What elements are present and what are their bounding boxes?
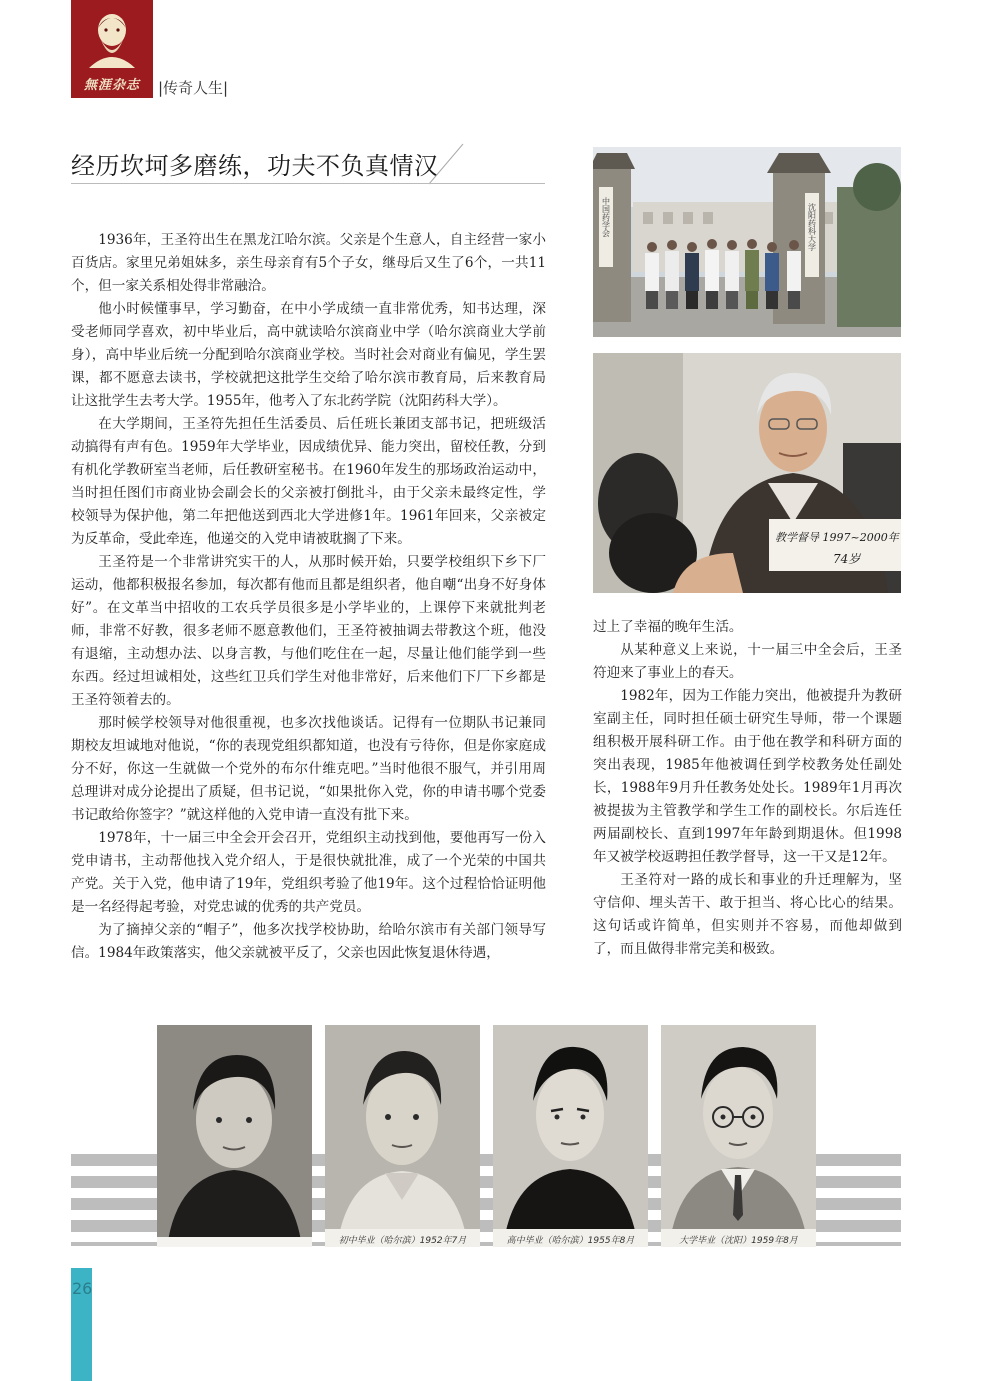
portrait-note-line1: 教学督导 1997~2000年 — [775, 531, 899, 544]
column-name: |传奇人生| — [158, 79, 229, 97]
paragraph: 那时候学校领导对他很重视，也多次找他谈话。记得有一位期队书记兼同期校友坦诚地对他说，“你的表现党组织都知道，也没有亏待你，但是你家庭成分不好，你这一生就做一个党外的布尔什维克吧。”当时他很不服气，并引用周总理讲对成分论提出了质疑，但书记说，“如果批你入党，你的申请书哪个党委书记敢给你签字？”就这样他的入党申请一直没有批下来。 — [71, 715, 546, 823]
magazine-logo — [71, 0, 153, 98]
paragraph: 1936年，王圣符出生在黑龙江哈尔滨。父亲是个生意人，自主经营一家小百货店。家里兄弟姐妹多，亲生母亲育有5个子女，继母后又生了6个，一共11个，但一家关系相处得非常融洽。 — [71, 232, 546, 294]
paragraph: 1978年，十一届三中全会开会召开，党组织主动找到他，要他再写一份入党申请书，主动帮他找入党介绍人，于是很快就批准，成了一个光荣的中国共产党。关于入党，他申请了19年，党组织考验了他19年。这个过程恰恰证明他是一名经得起考验，对党忠诚的优秀的共产党员。 — [71, 830, 546, 915]
portrait-child — [157, 1025, 312, 1247]
portrait-university — [661, 1025, 816, 1247]
portrait-caption: 大学毕业（沈阳）1959年8月 — [679, 1236, 798, 1246]
paragraph: 他小时候懂事早，学习勤奋，在中小学成绩一直非常优秀，知书达理，深受老师同学喜欢，初中毕业后，高中就读哈尔滨商业中学（哈尔滨商业大学前身），高中毕业后统一分配到哈尔滨商业学校。当时社会对商业有偏见，学生罢课，都不愿意去读书，学校就把这批学生交给了哈尔滨市教育局，后来教育局让这批学生去考大学。1955年，他考入了东北药学院（沈阳药科大学）。 — [71, 301, 546, 409]
page-number: 26 — [72, 1279, 93, 1298]
logo-text: 無涯杂志 — [83, 78, 140, 93]
scholar-portrait-icon — [85, 6, 139, 68]
gate-right-sign: 沈阳药科大学 — [807, 203, 817, 251]
gate-group-photo — [593, 147, 901, 337]
portrait-senior-high — [493, 1025, 648, 1247]
paragraph: 1982年，因为工作能力突出，他被提升为教研室副主任，同时担任硕士研究生导师，带一个课题组积极开展科研工作。由于他在教学和科研方面的突出表现，1985年他被调任到学校教务处任副处长，1988年9月升任教务处处长。1989年1月再次被提拔为主管教学和学生工作的副校长。尔后连任两届副校长、直到1997年年龄到期退休。但1998年又被学校返聘担任教学督导，这一干又是12年。 — [593, 688, 902, 865]
paragraph: 王圣符是一个非常讲究实干的人，从那时候开始，只要学校组织下乡下厂运动，他都积极报名参加，每次都有他而且都是组织者，他自嘲“出身不好身体好”。在文革当中招收的工农兵学员很多是小学毕业的，上课停下来就批判老师，非常不好教，很多老师不愿意教他们，王圣符被抽调去带教这个班，他没有退缩，主动想办法、以身言教，与他们吃住在一起，尽量让他们能学到一些东西。经过坦诚相处，这些红卫兵们学生对他非常好，后来他们下厂下乡都是王圣符领着去的。 — [71, 554, 546, 708]
heading-rule — [71, 183, 545, 184]
paragraph: 王圣符对一路的成长和事业的升迁理解为，坚守信仰、埋头苦干、敢于担当、将心比心的结果。这句话或许简单，但实则并不容易，而他却做到了，而且做得非常完美和极致。 — [593, 872, 902, 957]
paragraph-continuation: 过上了幸福的晚年生活。 — [593, 619, 743, 635]
article-heading: 经历坎坷多磨练，功夫不负真情汉 — [71, 152, 439, 180]
elderly-portrait-photo — [593, 353, 901, 593]
article-left-column — [71, 229, 546, 965]
portrait-junior-high — [325, 1025, 480, 1247]
portrait-note-line2: 74岁 — [833, 552, 861, 566]
portrait-caption: 初中毕业（哈尔滨）1952年7月 — [338, 1236, 467, 1246]
gate-left-sign: 中国药学会 — [601, 197, 611, 237]
paragraph: 从某种意义上来说，十一届三中全会后，王圣符迎来了事业上的春天。 — [593, 642, 902, 681]
portrait-caption: 高中毕业（哈尔滨）1955年8月 — [506, 1236, 635, 1246]
article-right-column — [593, 616, 902, 961]
paragraph: 为了摘掉父亲的“帽子”，他多次找学校协助，给哈尔滨市有关部门领导写信。1984年政策落实，他父亲就被平反了，父亲也因此恢复退休待遇， — [71, 922, 546, 961]
paragraph: 在大学期间，王圣符先担任生活委员、后任班长兼团支部书记，把班级活动搞得有声有色。1959年大学毕业，因成绩优异、能力突出，留校任教，分到有机化学教研室当老师，后任教研室秘书。在1960年发生的那场政治运动中，当时担任图们市商业协会副会长的父亲被打倒批斗，由于父亲未最终定性，学校领导为保护他，第二年把他送到西北大学进修1年。1961年回来，父亲被定为反革命，受此牵连，他递交的入党申请被耽搁了下来。 — [71, 416, 546, 547]
heading-slash-decoration — [425, 142, 465, 186]
